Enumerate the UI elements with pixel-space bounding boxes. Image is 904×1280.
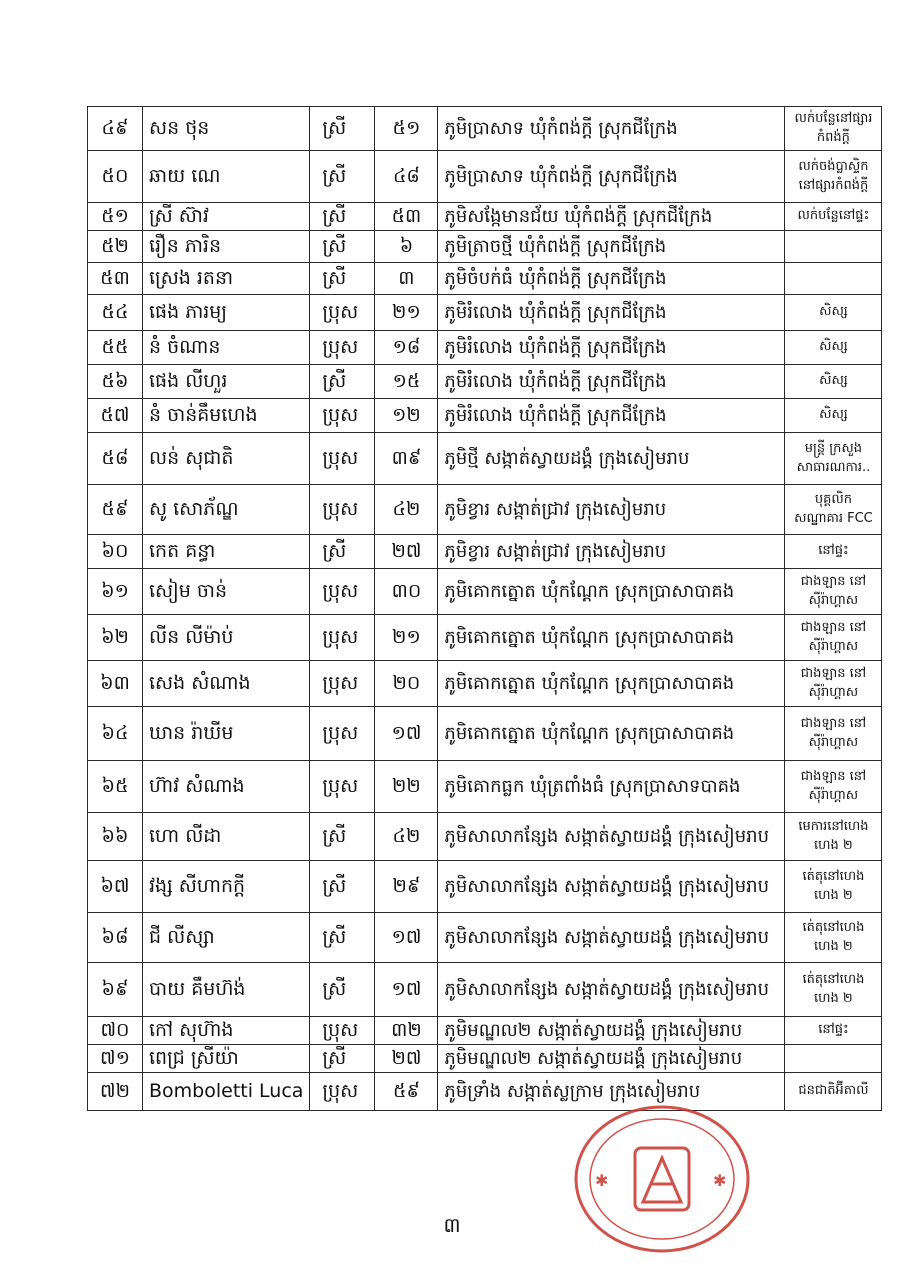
table-row — [88, 707, 882, 761]
person-name-cell: បាយ គឹមហ៊ង់ — [143, 963, 310, 1017]
table-row — [88, 433, 882, 485]
row-number-cell: ៦០ — [88, 535, 143, 569]
address-cell: ភូមិប្រាសាទ ឃុំកំពង់ក្តី ស្រុកជីក្រែង — [438, 107, 785, 151]
sex-cell: ប្រុស — [310, 485, 375, 535]
row-number-cell: ៦២ — [88, 615, 143, 661]
address-cell: ភូមិខ្វារ សង្កាត់ជ្រាវ ក្រុងសៀមរាប — [438, 485, 785, 535]
occupation-cell — [785, 1045, 882, 1073]
person-name-cell: នំ ចំណាន — [143, 331, 310, 365]
table-row — [88, 263, 882, 295]
address-cell: ភូមិខ្វារ សង្កាត់ជ្រាវ ក្រុងសៀមរាប — [438, 535, 785, 569]
age-cell: ៣០ — [375, 569, 438, 615]
person-name-cell: ហ៊ាវ សំណាង — [143, 761, 310, 813]
sex-cell: ប្រុស — [310, 1017, 375, 1045]
person-name-cell: វង្ស សីហាកក្តី — [143, 861, 310, 913]
table-row — [88, 963, 882, 1017]
age-cell: ១២ — [375, 399, 438, 433]
age-cell: ២១ — [375, 615, 438, 661]
sex-cell: ប្រុស — [310, 295, 375, 331]
age-cell: ៤៨ — [375, 151, 438, 203]
sex-cell: ស្រី — [310, 151, 375, 203]
table-row — [88, 1017, 882, 1045]
address-cell: ភូមិសាលាកន្សែង សង្កាត់ស្វាយដង្គំ ក្រុងសៀមរាប — [438, 861, 785, 913]
seal-star-left: ✱ — [595, 1171, 609, 1190]
occupation-cell: ជាងឡាន នៅស៊ីរ៉ាហ្គាស — [785, 761, 882, 813]
person-name-cell: ពេជ្រ ស្រីយ៉ា — [143, 1045, 310, 1073]
person-name-cell: រឿន ភារិន — [143, 231, 310, 263]
row-number-cell: ៥០ — [88, 151, 143, 203]
table-row — [88, 535, 882, 569]
person-name-cell: លីន លីម៉ាប់ — [143, 615, 310, 661]
row-number-cell: ៥៦ — [88, 365, 143, 399]
table-row — [88, 861, 882, 913]
address-cell: ភូមិរំលោង ឃុំកំពង់ក្តី ស្រុកជីក្រែង — [438, 365, 785, 399]
row-number-cell: ៥៨ — [88, 433, 143, 485]
occupation-cell: លក់ចង់ប្លាស្ទិកនៅផ្សារកំពង់ក្តី — [785, 151, 882, 203]
age-cell: ២៧ — [375, 1045, 438, 1073]
occupation-cell: សិស្ស — [785, 399, 882, 433]
age-cell: ២២ — [375, 761, 438, 813]
sex-cell: ស្រី — [310, 231, 375, 263]
occupation-cell: សិស្ស — [785, 295, 882, 331]
address-cell: ភូមិមណ្ឌល២ សង្កាត់ស្វាយដង្គំ ក្រុងសៀមរាប — [438, 1045, 785, 1073]
row-number-cell: ៦៧ — [88, 861, 143, 913]
person-name-cell: ស្រេង រតនា — [143, 263, 310, 295]
row-number-cell: ៦៦ — [88, 813, 143, 861]
sex-cell: ប្រុស — [310, 761, 375, 813]
sex-cell: ស្រី — [310, 263, 375, 295]
sex-cell: ប្រុស — [310, 399, 375, 433]
sex-cell: ប្រុស — [310, 707, 375, 761]
official-seal — [573, 1104, 751, 1254]
occupation-cell: ជនជាតិអ៊ីតាលី — [785, 1073, 882, 1111]
occupation-cell: ជាងឡាន នៅស៊ីរ៉ាហ្គាស — [785, 615, 882, 661]
row-number-cell: ៧១ — [88, 1045, 143, 1073]
age-cell: ១៥ — [375, 365, 438, 399]
table-row — [88, 365, 882, 399]
table-row — [88, 661, 882, 707]
sex-cell: ស្រី — [310, 913, 375, 963]
table-row — [88, 913, 882, 963]
address-cell: ភូមិសាលាកន្សែង សង្កាត់ស្វាយដង្គំ ក្រុងសៀមរាប — [438, 813, 785, 861]
address-cell: ភូមិគោកត្នោត ឃុំកណ្តែក ស្រុកប្រាសាបាគង — [438, 661, 785, 707]
page-number: ៣ — [443, 1213, 461, 1237]
occupation-cell — [785, 263, 882, 295]
sex-cell: ប្រុស — [310, 433, 375, 485]
age-cell: ៣២ — [375, 1017, 438, 1045]
age-cell: ៥១ — [375, 107, 438, 151]
person-name-cell: ហោ លីដា — [143, 813, 310, 861]
age-cell: ២០ — [375, 661, 438, 707]
address-cell: ភូមិរំលោង ឃុំកំពង់ក្តី ស្រុកជីក្រែង — [438, 399, 785, 433]
age-cell: ២១ — [375, 295, 438, 331]
table-row — [88, 761, 882, 813]
sex-cell: ស្រី — [310, 963, 375, 1017]
table-row — [88, 813, 882, 861]
row-number-cell: ៦៥ — [88, 761, 143, 813]
sex-cell: ប្រុស — [310, 615, 375, 661]
table-row — [88, 569, 882, 615]
sex-cell: ប្រុស — [310, 331, 375, 365]
age-cell: ២៧ — [375, 535, 438, 569]
address-cell: ភូមិគោកត្នោត ឃុំកណ្តែក ស្រុកប្រាសាបាគង — [438, 569, 785, 615]
occupation-cell: ជាងឡាន នៅស៊ីរ៉ាហ្គាស — [785, 661, 882, 707]
address-cell: ភូមិចំបក់ធំ ឃុំកំពង់ក្តី ស្រុកជីក្រែង — [438, 263, 785, 295]
address-cell: ភូមិថ្មី សង្កាត់ស្វាយដង្គំ ក្រុងសៀមរាប — [438, 433, 785, 485]
row-number-cell: ៦៨ — [88, 913, 143, 963]
sex-cell: ស្រី — [310, 861, 375, 913]
age-cell: ៦ — [375, 231, 438, 263]
row-number-cell: ៧០ — [88, 1017, 143, 1045]
person-name-cell: លន់ សុជាតិ — [143, 433, 310, 485]
address-cell: ភូមិរំលោង ឃុំកំពង់ក្តី ស្រុកជីក្រែង — [438, 331, 785, 365]
table-row — [88, 295, 882, 331]
table-row — [88, 151, 882, 203]
person-name-cell: ឆាយ ណេ — [143, 151, 310, 203]
age-cell: ៣៩ — [375, 433, 438, 485]
table-row — [88, 231, 882, 263]
row-number-cell: ៥១ — [88, 203, 143, 231]
occupation-cell — [785, 231, 882, 263]
row-number-cell: ៥៩ — [88, 485, 143, 535]
occupation-cell: នៅផ្ទះ — [785, 1017, 882, 1045]
person-name-cell: កេត គន្ធា — [143, 535, 310, 569]
age-cell: ១៧ — [375, 913, 438, 963]
occupation-cell: មេការនៅហេង ហេង ២ — [785, 813, 882, 861]
sex-cell: ប្រុស — [310, 661, 375, 707]
address-cell: ភូមិសាលាកន្សែង សង្កាត់ស្វាយដង្គំ ក្រុងសៀមរាប — [438, 913, 785, 963]
occupation-cell: លក់បន្លែនៅផ្ទះ — [785, 203, 882, 231]
person-name-cell: សន ថុន — [143, 107, 310, 151]
seal-emblem-figure — [643, 1158, 681, 1202]
person-name-cell: សូ សោភ័ណ្ឌ — [143, 485, 310, 535]
age-cell: ៤២ — [375, 485, 438, 535]
row-number-cell: ៧២ — [88, 1073, 143, 1111]
table-row — [88, 107, 882, 151]
address-cell: ភូមិគោកត្នោត ឃុំកណ្តែក ស្រុកប្រាសាបាគង — [438, 615, 785, 661]
occupation-cell: តេ់តុនៅហេង ហេង ២ — [785, 963, 882, 1017]
occupation-cell: សិស្ស — [785, 365, 882, 399]
occupation-cell: សិស្ស — [785, 331, 882, 365]
sex-cell: ស្រី — [310, 365, 375, 399]
table-row — [88, 399, 882, 433]
age-cell: ២៩ — [375, 861, 438, 913]
address-cell: ភូមិរំលោង ឃុំកំពង់ក្តី ស្រុកជីក្រែង — [438, 295, 785, 331]
person-name-cell: ឃាន រ៉ាឃីម — [143, 707, 310, 761]
sex-cell: ស្រី — [310, 107, 375, 151]
row-number-cell: ៥២ — [88, 231, 143, 263]
address-cell: ភូមិសង្កែមានជ័យ ឃុំកំពង់ក្តី ស្រុកជីក្រែង — [438, 203, 785, 231]
address-cell: ភូមិទ្រាំង សង្កាត់ស្លក្រាម ក្រុងសៀមរាប — [438, 1073, 785, 1111]
person-name-cell: នំ ចាន់គឹមហេង — [143, 399, 310, 433]
row-number-cell: ៦១ — [88, 569, 143, 615]
sex-cell: ស្រី — [310, 813, 375, 861]
person-name-cell: ផេង លីហួរ — [143, 365, 310, 399]
table-row — [88, 485, 882, 535]
address-cell: ភូមិគោកត្នោត ឃុំកណ្តែក ស្រុកប្រាសាបាគង — [438, 707, 785, 761]
age-cell: ៤២ — [375, 813, 438, 861]
age-cell: ១៧ — [375, 707, 438, 761]
age-cell: ១៧ — [375, 963, 438, 1017]
sex-cell: ប្រុស — [310, 1073, 375, 1111]
occupation-cell: តេ់តុនៅហេង ហេង ២ — [785, 861, 882, 913]
age-cell: ៥៩ — [375, 1073, 438, 1111]
table-row — [88, 331, 882, 365]
person-name-cell: សៀម ចាន់ — [143, 569, 310, 615]
address-cell: ភូមិសាលាកន្សែង សង្កាត់ស្វាយដង្គំ ក្រុងសៀមរាប — [438, 963, 785, 1017]
occupation-cell: តេ់តុនៅហេង ហេង ២ — [785, 913, 882, 963]
address-cell: ភូមិគោកធ្លក ឃុំត្រពាំងធំ ស្រុកប្រាសាទបាគង — [438, 761, 785, 813]
table-row — [88, 203, 882, 231]
sex-cell: ប្រុស — [310, 569, 375, 615]
address-cell: ភូមិត្រាចថ្មី ឃុំកំពង់ក្តី ស្រុកជីក្រែង — [438, 231, 785, 263]
table-row — [88, 1073, 882, 1111]
person-name-cell: Bomboletti Luca — [143, 1073, 310, 1111]
occupation-cell: លក់បន្លែនៅផ្សារកំពង់ក្តី — [785, 107, 882, 151]
seal-star-right: ✱ — [713, 1171, 727, 1190]
row-number-cell: ៤៩ — [88, 107, 143, 151]
age-cell: ៥៣ — [375, 203, 438, 231]
patient-list-table — [87, 106, 882, 1111]
person-name-cell: ជី លីស្សា — [143, 913, 310, 963]
occupation-cell: បុគ្គលិកសណ្ឋាគារ FCC — [785, 485, 882, 535]
sex-cell: ស្រី — [310, 535, 375, 569]
age-cell: ៣ — [375, 263, 438, 295]
row-number-cell: ៦៣ — [88, 661, 143, 707]
table-row — [88, 1045, 882, 1073]
person-name-cell: ស្រី ស៊ាវ — [143, 203, 310, 231]
person-name-cell: កៅ សុហ៊ាង — [143, 1017, 310, 1045]
address-cell: ភូមិប្រាសាទ ឃុំកំពង់ក្តី ស្រុកជីក្រែង — [438, 151, 785, 203]
sex-cell: ស្រី — [310, 1045, 375, 1073]
occupation-cell: មន្ត្រី ក្រសួងសាធារណការ.. — [785, 433, 882, 485]
row-number-cell: ៥៥ — [88, 331, 143, 365]
row-number-cell: ៥៧ — [88, 399, 143, 433]
row-number-cell: ៦៩ — [88, 963, 143, 1017]
occupation-cell: នៅផ្ទះ — [785, 535, 882, 569]
age-cell: ១៨ — [375, 331, 438, 365]
occupation-cell: ជាងឡាន នៅស៊ីរ៉ាហ្គាស — [785, 707, 882, 761]
row-number-cell: ៥៤ — [88, 295, 143, 331]
occupation-cell: ជាងឡាន នៅស៊ីរ៉ាហ្គាស — [785, 569, 882, 615]
person-name-cell: សេង សំណាង — [143, 661, 310, 707]
person-name-cell: ផេង ភារម្យ — [143, 295, 310, 331]
row-number-cell: ៥៣ — [88, 263, 143, 295]
sex-cell: ស្រី — [310, 203, 375, 231]
row-number-cell: ៦៤ — [88, 707, 143, 761]
table-row — [88, 615, 882, 661]
address-cell: ភូមិមណ្ឌល២ សង្កាត់ស្វាយដង្គំ ក្រុងសៀមរាប — [438, 1017, 785, 1045]
